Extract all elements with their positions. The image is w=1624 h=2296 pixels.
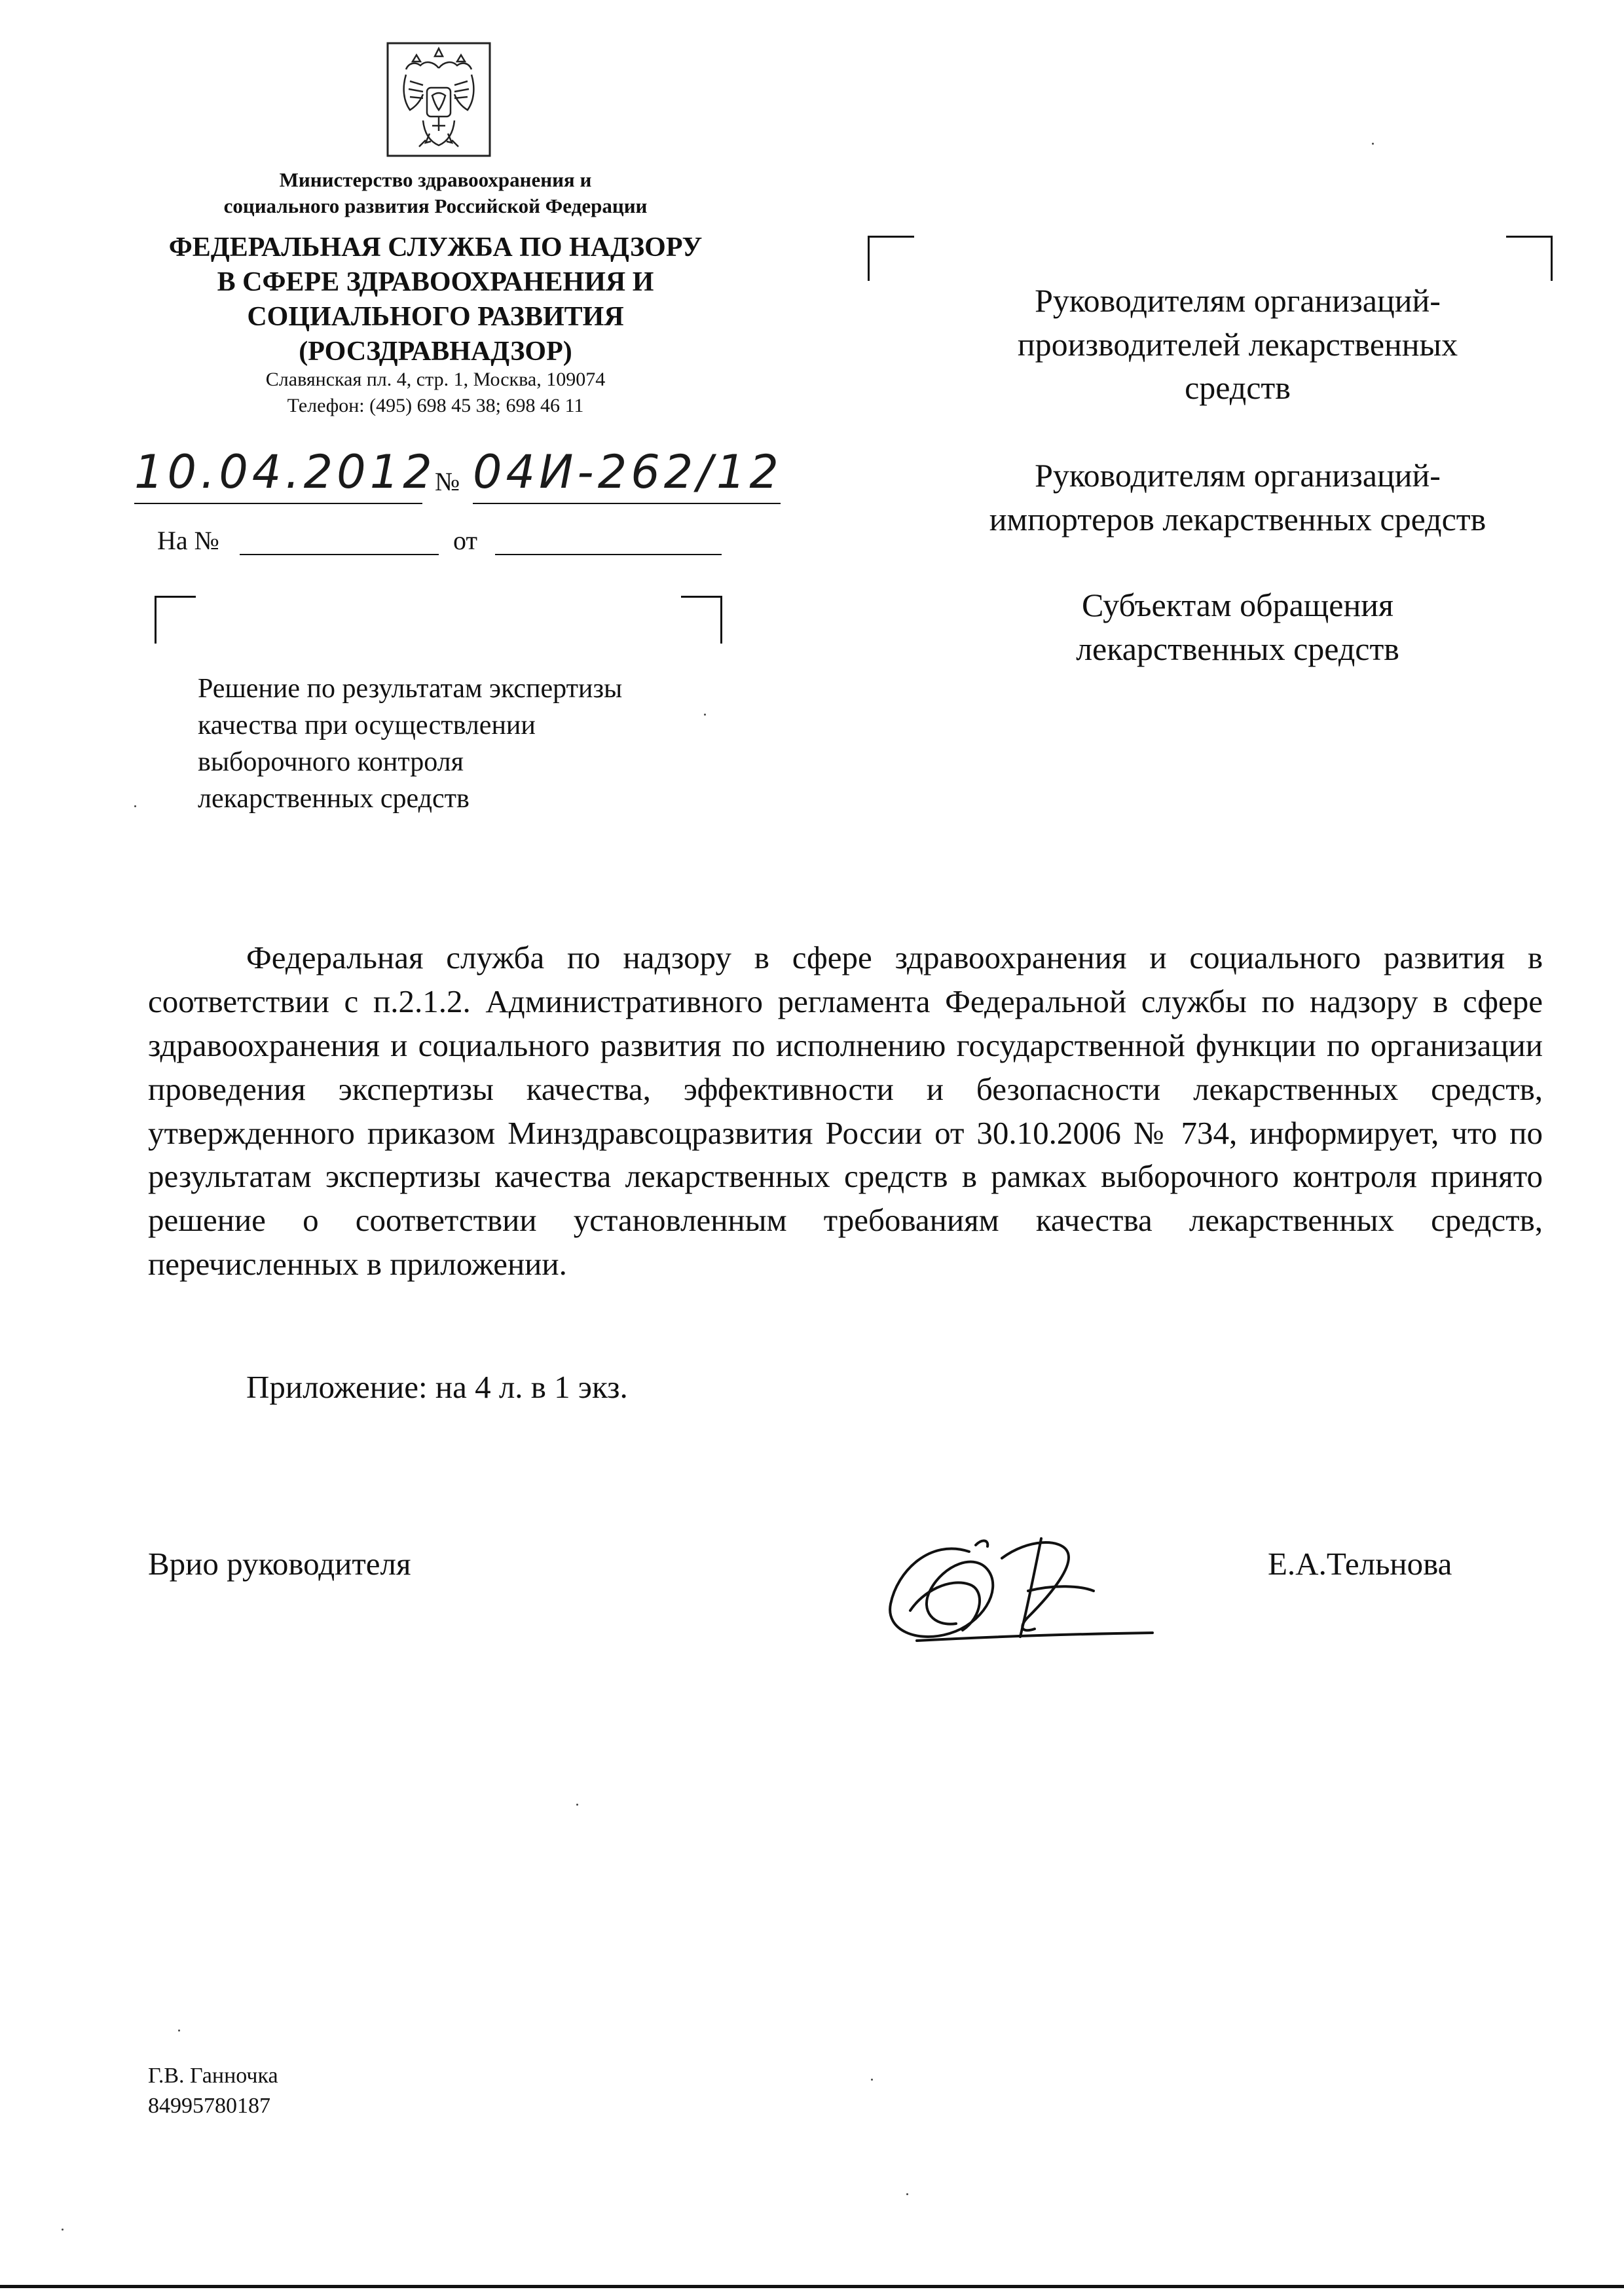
letter-body-paragraph: Федеральная служба по надзору в сфере здравоохранения и социального развития в соответствии с п.2.1.2. Административного регламента Федеральной службы по надзору в сфере здравоохранения и социального развития по исполнению государственной функции по организации проведения экспертизы качества, эффективности и безопасности лекарственных средств, утвержденного приказом Минздравсоцразвития России от 30.10.2006 № 734, информирует, что по результатам экспертизы качества лекарственных средств в рамках выборочного контроля принято решение о соответствии установленным требованиям качества лекарственных средств, перечисленных в приложении. [148, 939, 1543, 1283]
scan-speck [576, 1804, 578, 1806]
agency-name-line1: ФЕДЕРАЛЬНАЯ СЛУЖБА ПО НАДЗОРУ [168, 232, 703, 263]
scan-speck [906, 2193, 908, 2195]
reply-number-blank [240, 554, 439, 555]
addressee-importers [904, 454, 1572, 541]
subject-corner-right [681, 596, 722, 644]
addressee-corner-right [1506, 236, 1553, 281]
addressee-corner-left [868, 236, 914, 281]
subject-line1: Решение по результатам экспертизы [198, 674, 623, 704]
subject-line4: лекарственных средств [198, 783, 470, 814]
scan-speck [704, 714, 706, 716]
subject-corner-left [155, 596, 196, 644]
agency-name-line2: В СФЕРЕ ЗДРАВООХРАНЕНИЯ И [217, 267, 654, 297]
date-underline [134, 503, 422, 504]
number-sign: № [435, 467, 460, 496]
reply-number-label: На № [157, 526, 219, 555]
executor-phone: 84995780187 [148, 2094, 270, 2118]
subject-line2: качества при осуществлении [198, 710, 536, 740]
handwritten-signature-icon [871, 1512, 1159, 1663]
number-underline [473, 503, 781, 504]
addressee-line: Руководителям организаций- [1035, 282, 1441, 319]
addressee-line: Субъектам обращения [1082, 587, 1393, 623]
coat-of-arms-icon [386, 42, 491, 157]
scan-speck [871, 2079, 873, 2081]
scan-speck [1372, 143, 1374, 145]
reply-date-label: от [453, 526, 477, 555]
executor-name: Г.В. Ганночка [148, 2064, 278, 2088]
addressee-circulation-subjects [904, 583, 1572, 670]
signatory-name: Е.А.Тельнова [1268, 1546, 1452, 1582]
ministry-name-line2: социального развития Российской Федерации [223, 194, 648, 217]
addressee-line: средств [1185, 369, 1291, 406]
scan-bottom-edge [0, 2285, 1624, 2288]
scan-speck [134, 805, 136, 807]
agency-name-line4: (РОСЗДРАВНАДЗОР) [299, 337, 572, 367]
registration-date-handwritten: 10.04.2012 [134, 445, 436, 499]
letter-subject [198, 671, 761, 817]
addressee-line: Руководителям организаций- [1035, 457, 1441, 494]
addressee-line: лекарственных средств [1076, 630, 1399, 667]
agency-address: Славянская пл. 4, стр. 1, Москва, 109074 [265, 369, 606, 390]
agency-name-line3: СОЦИАЛЬНОГО РАЗВИТИЯ [247, 302, 624, 332]
subject-line3: выборочного контроля [198, 746, 464, 777]
addressee-manufacturers [904, 279, 1572, 410]
ministry-name-line1: Министерство здравоохранения и [279, 168, 592, 191]
signatory-position: Врио руководителя [148, 1546, 411, 1582]
reply-date-blank [495, 554, 722, 555]
letter-appendix-note: Приложение: на 4 л. в 1 экз. [246, 1369, 628, 1405]
addressee-line: импортеров лекарственных средств [989, 500, 1486, 538]
addressee-line: производителей лекарственных [1017, 325, 1458, 363]
scan-speck [62, 2229, 64, 2231]
scan-speck [178, 2030, 180, 2032]
registration-number-handwritten: 04И-262/12 [473, 445, 783, 499]
agency-phone: Телефон: (495) 698 45 38; 698 46 11 [287, 395, 584, 416]
